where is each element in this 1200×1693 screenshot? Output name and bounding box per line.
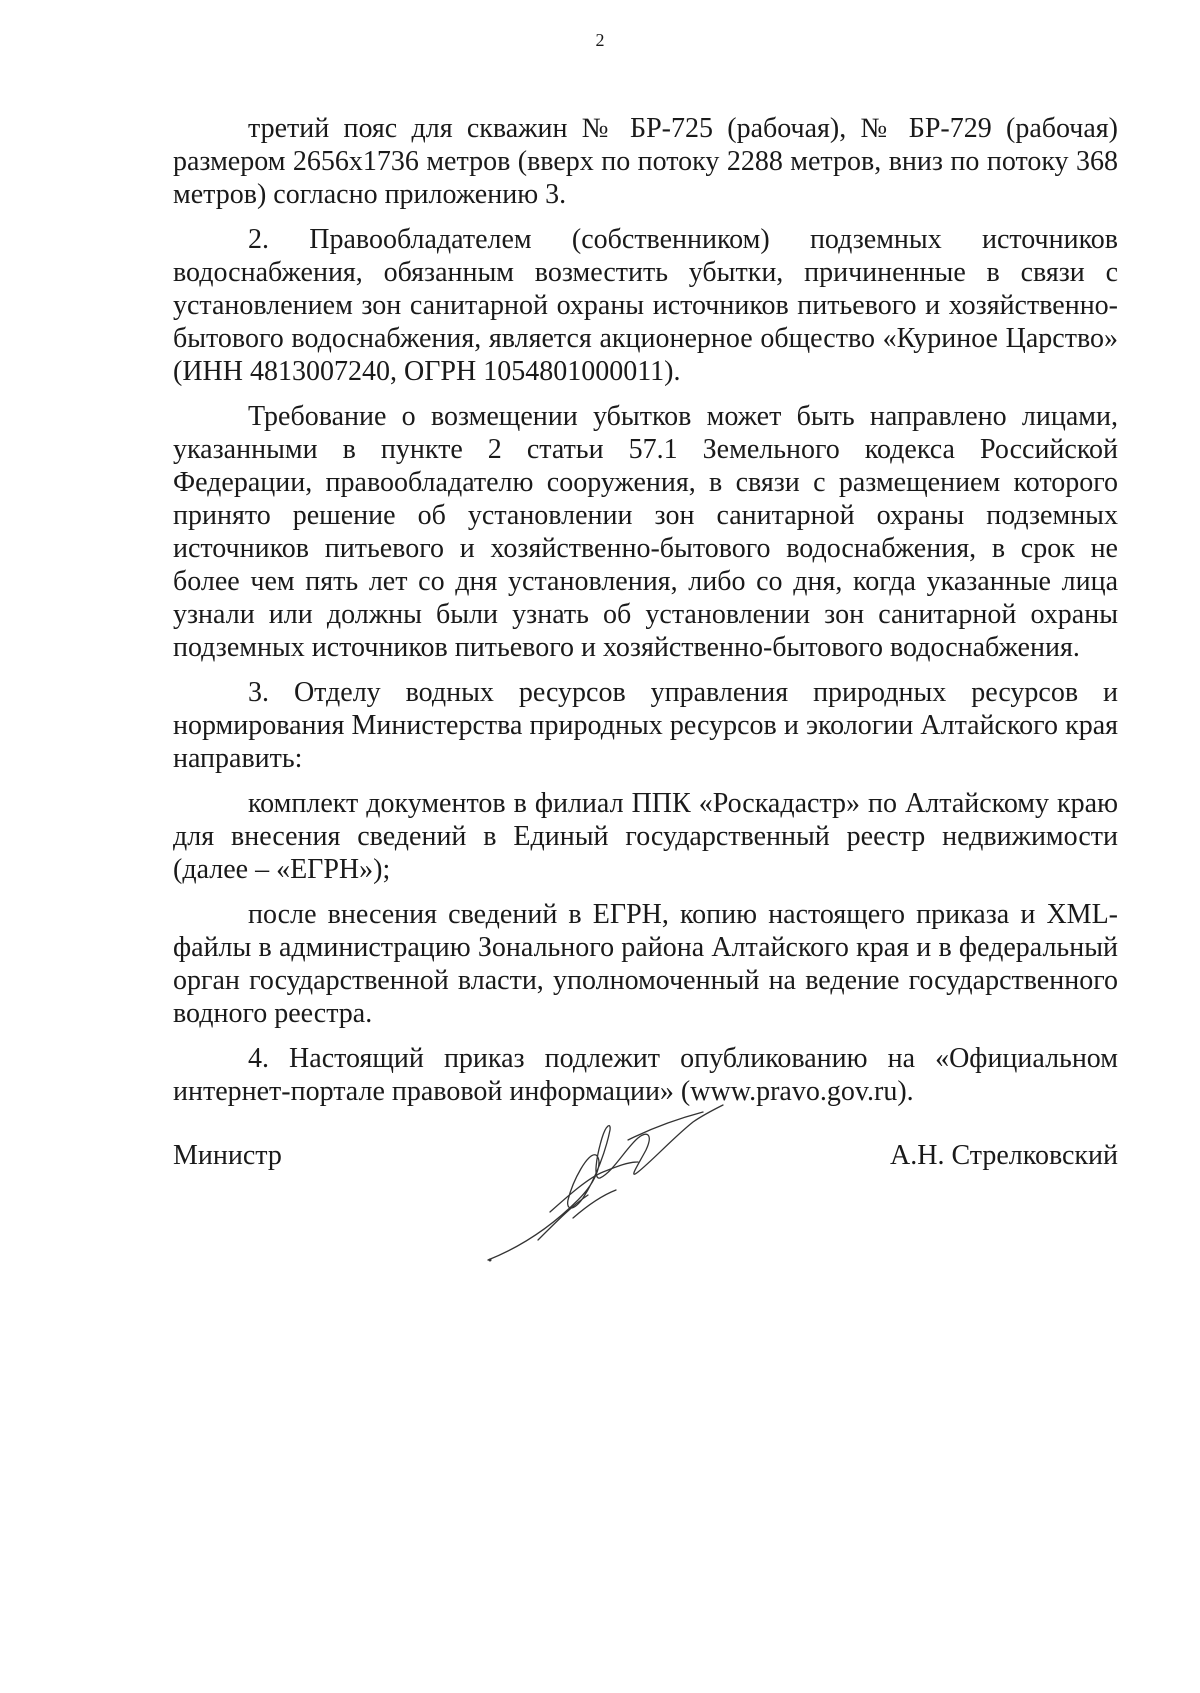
signature-block (173, 1140, 1118, 1280)
document-body (173, 112, 1118, 1120)
paragraph-item-3: 3. Отделу водных ресурсов управления природных ресурсов и нормирования Министерства природных ресурсов и экологии Алтайского края направить: (173, 677, 1118, 774)
paragraph-third-zone: третий пояс для скважин № БР-725 (рабочая), № БР-729 (рабочая) размером 2656х1736 метров (вверх по потоку 2288 метров, вниз по потоку 368 метров) согласно приложению 3. (173, 113, 1118, 210)
paragraph-after-egrn: после внесения сведений в ЕГРН, копию настоящего приказа и XML-файлы в администрацию Зонального района Алтайского края и в федеральный орган государственной власти, уполномоченный на ведение государственного водного реестра. (173, 899, 1118, 1029)
page-number: 2 (595, 30, 605, 50)
handwritten-signature (478, 1100, 748, 1265)
paragraph-documents-set: комплект документов в филиал ППК «Роскадастр» по Алтайскому краю для внесения сведений в Единый государственный реестр недвижимости (далее – «ЕГРН»); (173, 788, 1118, 885)
paragraph-item-4: 4. Настоящий приказ подлежит опубликованию на «Официальном интернет-портале правовой информации» (www.pravo.gov.ru). (173, 1043, 1118, 1107)
signer-position: Министр (173, 1140, 282, 1171)
paragraph-item-2: 2. Правообладателем (собственником) подземных источников водоснабжения, обязанным возместить убытки, причиненные в связи с установлением зон санитарной охраны источников питьевого и хозяйственно-бытового водоснабжения, является акционерное общество «Куриное Царство» (ИНН 4813007240, ОГРН 1054801000011). (173, 224, 1118, 387)
paragraph-compensation: Требование о возмещении убытков может быть направлено лицами, указанными в пункте 2 статьи 57.1 Земельного кодекса Российской Федерации, правообладателю сооружения, в связи с размещением которого принято решение об установлении зон санитарной охраны подземных источников питьевого и хозяйственно-бытового водоснабжения, в срок не более чем пять лет со дня установления, либо со дня, когда указанные лица узнали или должны были узнать об установлении зон санитарной охраны подземных источников питьевого и хозяйственно-бытового водоснабжения. (173, 401, 1118, 663)
signer-name: А.Н. Стрелковский (890, 1140, 1118, 1171)
